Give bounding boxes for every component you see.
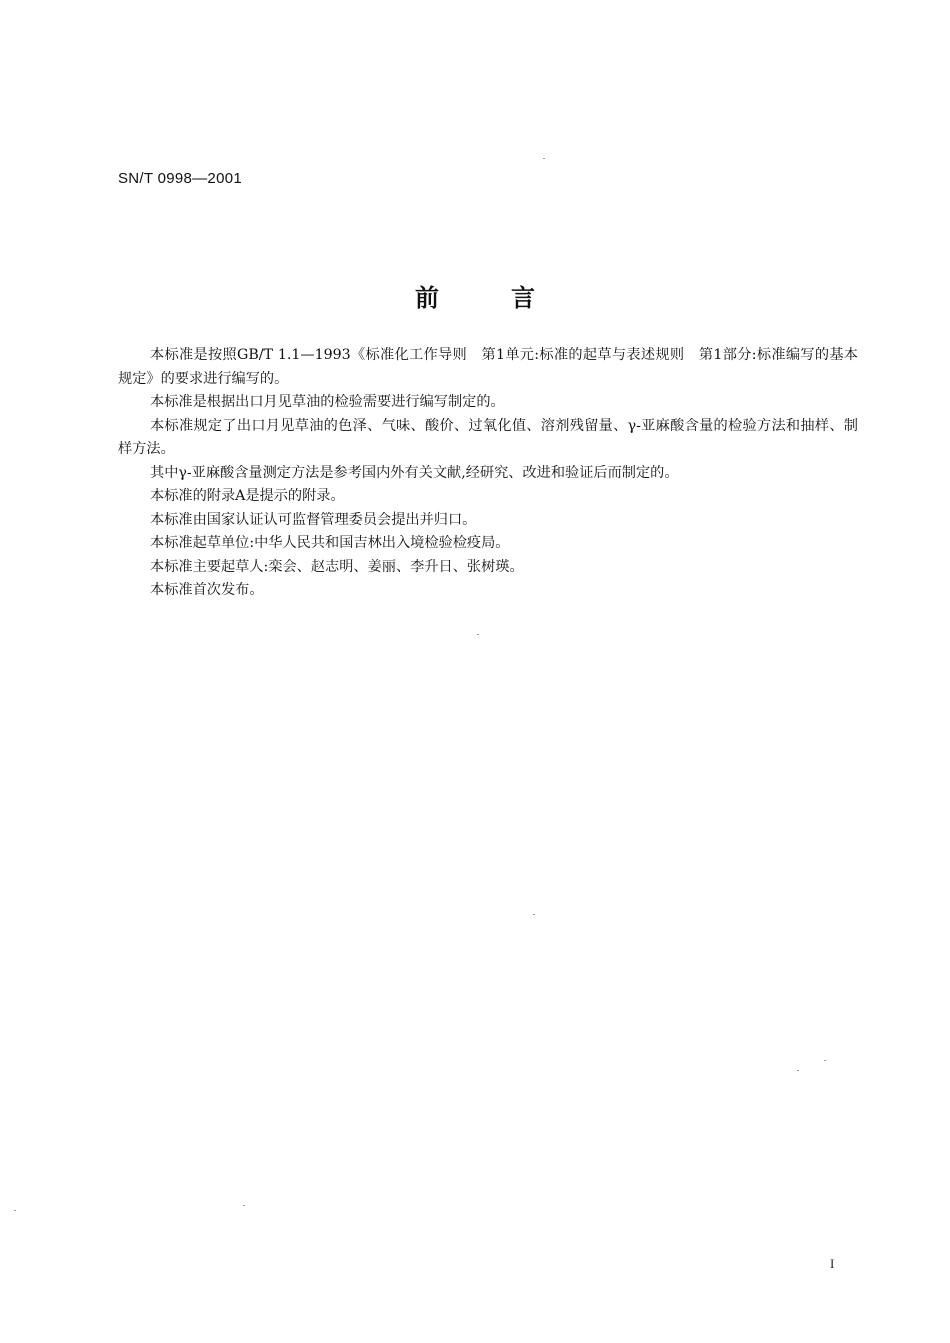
paragraph-method-source: 其中γ-亚麻酸含量测定方法是参考国内外有关文献,经研究、改进和验证后而制定的。: [150, 464, 679, 481]
paragraph-drafting-unit: 本标准起草单位:中华人民共和国吉林出入境检验检疫局。: [150, 535, 510, 551]
paragraph-proposer: 本标准由国家认证认可监督管理委员会提出并归口。: [150, 511, 477, 528]
foreword-body: [118, 344, 858, 603]
scan-speck: [797, 1070, 799, 1071]
paragraph-purpose: 本标准是根据出口月见草油的检验需要进行编写制定的。: [150, 394, 505, 410]
paragraph-scope: 本标准规定了出口月见草油的色泽、气味、酸价、过氧化值、溶剂残留量、γ-亚麻酸含量的检验方法和抽样、制样方法。: [118, 417, 858, 457]
paragraph-appendix: 本标准的附录A是提示的附录。: [150, 488, 345, 504]
scan-speck: [824, 1060, 826, 1061]
standard-code: SN/T 0998—2001: [118, 170, 243, 187]
page-title: 前言: [415, 284, 607, 312]
paragraph-first-issue: 本标准首次发布。: [150, 582, 264, 598]
scan-speck: [477, 634, 479, 635]
scan-speck: [243, 1205, 245, 1206]
paragraph-basis: 本标准是按照GB/T 1.1—1993《标准化工作导则 第1单元:标准的起草与表述规则 第1部分:标准编写的基本规定》的要求进行编写的。: [118, 347, 858, 387]
scan-speck: [14, 1210, 16, 1211]
paragraph-drafters: 本标准主要起草人:栾会、赵志明、姜丽、李升日、张树瑛。: [150, 558, 524, 575]
scan-speck: [543, 158, 545, 159]
scan-speck: [533, 914, 535, 915]
page-number: I: [830, 1256, 835, 1271]
